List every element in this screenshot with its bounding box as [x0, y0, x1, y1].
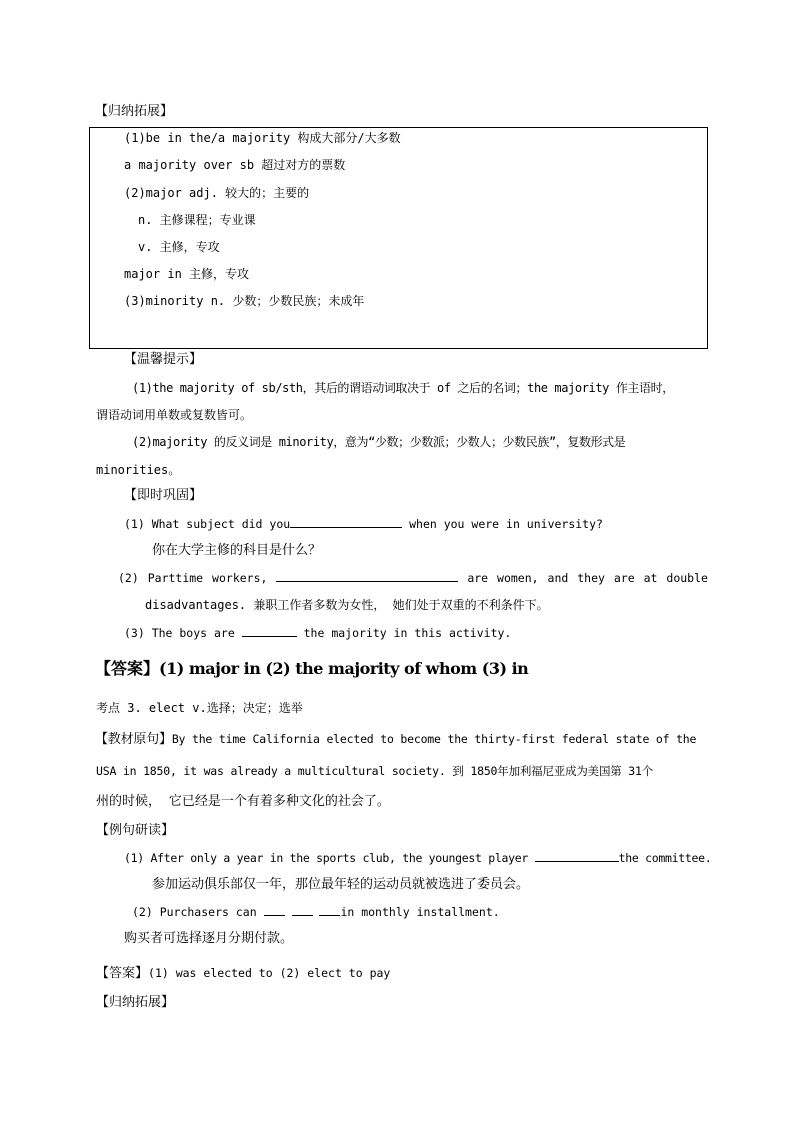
original-sentence-cn: 州的时候， 它已经是一个有着多种文化的社会了。	[96, 794, 390, 809]
q2-word: (2)	[118, 571, 139, 585]
original-sentence: 【教材原句】By the time California elected to become the thirty-first federal state of the	[95, 732, 697, 747]
practice-q3: (3) The boys are the majority in this activity.	[124, 626, 512, 640]
practice-q1: (1) What subject did you when you were in university?	[124, 517, 603, 531]
practice-q2-cont: disadvantages. 兼职工作者多数为女性， 她们处于双重的不利条件下。	[145, 598, 549, 612]
original-sentence-cont: USA in 1850, it was already a multicultural society. 到 1850年加利福尼亚成为美国第 31个	[96, 764, 654, 778]
tips-heading: 【温馨提示】	[124, 352, 203, 367]
practice-heading: 【即时巩固】	[124, 488, 203, 503]
q2-word: Parttime	[147, 571, 204, 585]
box-line: major in 主修，专攻	[124, 267, 250, 281]
q2-word: are	[467, 571, 489, 585]
practice-q2	[118, 570, 708, 586]
q2-word: women,	[497, 571, 539, 585]
answer-blank[interactable]	[319, 904, 340, 916]
tips-text: 谓语动词用单数或复数皆可。	[96, 408, 253, 422]
study-s1: (1) After only a year in the sports club, the youngest player the committee.	[124, 851, 712, 865]
box-line: n. 主修课程；专业课	[138, 213, 256, 227]
answer-text: (1) major in (2) the majority of whom (3) in	[159, 659, 529, 678]
summary-heading-2: 【归纳拓展】	[96, 995, 175, 1010]
answer-blank[interactable]	[290, 516, 402, 528]
box-line: (2)major adj. 较大的；主要的	[124, 186, 310, 200]
tips-text: (2)majority 的反义词是 minority，意为“少数；少数派；少数人；少数民族”，复数形式是	[132, 435, 626, 449]
tips-text: (1)the majority of sb/sth，其后的谓语动词取决于 of 之后的名词；the majority 作主语时，	[132, 381, 674, 395]
answer-blank[interactable]	[264, 904, 285, 916]
tips-text: minorities。	[96, 463, 181, 477]
q2-word: are	[613, 571, 635, 585]
box-line: v. 主修，专攻	[138, 240, 220, 254]
section-heading-summary: 【归纳拓展】	[95, 104, 174, 119]
study-s2: (2) Purchasers can in monthly installment.	[132, 905, 500, 919]
answer-label: 【答案】	[95, 659, 160, 678]
answer-line-2: 【答案】(1) was elected to (2) elect to pay	[96, 966, 391, 981]
q2-word: double	[666, 571, 708, 585]
q2-word: and	[547, 571, 569, 585]
study-heading: 【例句研读】	[96, 823, 175, 838]
box-line: a majority over sb 超过对方的票数	[124, 158, 346, 172]
q2-word: at	[643, 571, 658, 585]
q2-word: workers,	[212, 571, 268, 585]
answer-blank[interactable]	[276, 570, 458, 582]
study-s2-cn: 购买者可选择逐月分期付款。	[124, 931, 294, 946]
q2-word: they	[577, 571, 605, 585]
study-s1-cn: 参加运动俱乐部仅一年，那位最年轻的运动员就被选进了委员会。	[152, 877, 530, 892]
answer-blank[interactable]	[292, 904, 313, 916]
box-line: (3)minority n. 少数；少数民族；未成年	[124, 294, 365, 308]
answer-blank[interactable]	[535, 850, 619, 862]
answer-line	[95, 659, 528, 679]
practice-q1-cn: 你在大学主修的科目是什么？	[152, 543, 322, 558]
point-title: 考点 3. elect v.选择；决定；选举	[96, 701, 303, 715]
box-line: (1)be in the/a majority 构成大部分/大多数	[124, 131, 401, 145]
answer-blank[interactable]	[242, 625, 297, 637]
